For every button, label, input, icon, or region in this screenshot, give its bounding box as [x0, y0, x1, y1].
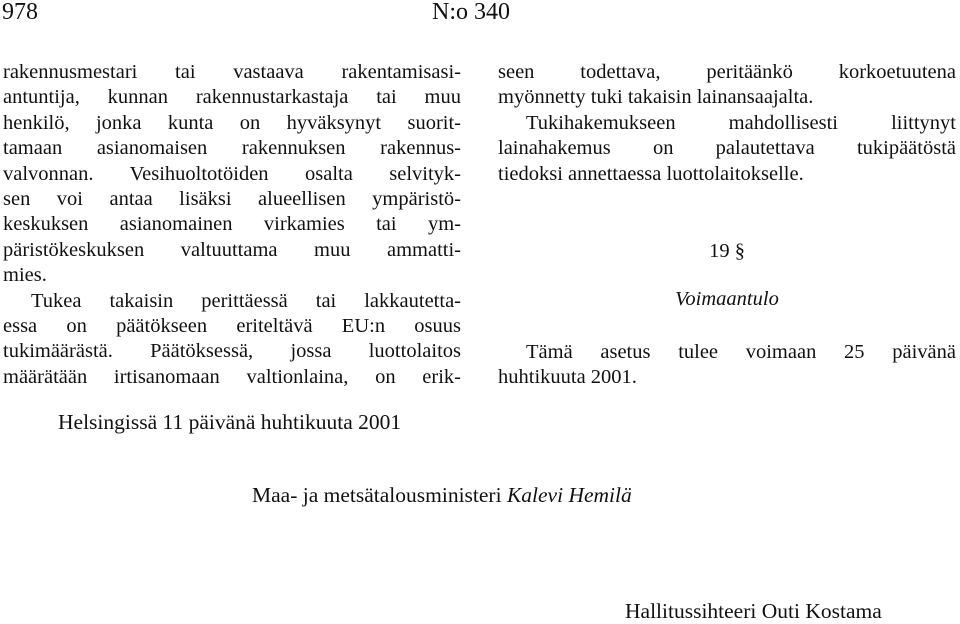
- text-line: sen voi antaa lisäksi alueellisen ympäristö-: [3, 187, 461, 210]
- text-line: päristökeskuksen valtuuttama muu ammatti-: [3, 238, 461, 261]
- page-number: 978: [2, 0, 38, 25]
- text-line: Tämä asetus tulee voimaan 25 päivänä: [526, 341, 956, 363]
- text-line: Tukihakemukseen mahdollisesti liittynyt: [526, 111, 956, 134]
- text-line: mies.: [3, 264, 47, 287]
- minister-name: Kalevi Hemilä: [506, 483, 632, 507]
- text-line: seen todettava, peritäänkö korkoetuutena: [498, 61, 956, 83]
- text-line: essa on päätökseen eriteltävä EU:n osuus: [3, 314, 461, 337]
- right-column: [498, 60, 956, 187]
- statute-number: N:o 340: [432, 0, 510, 25]
- final-provision: [498, 340, 956, 391]
- text-line: määrätään irtisanomaan valtionlaina, on erik-: [3, 365, 461, 388]
- text-line: antuntija, kunnan rakennustarkastaja tai muu: [3, 86, 461, 109]
- minister-signature: [252, 481, 632, 509]
- text-line: tiedoksi annettaessa luottolaitokselle.: [498, 162, 804, 185]
- text-line: henkilö, jonka kunta on hyväksynyt suorit-: [3, 111, 461, 134]
- text-line: valvonnan. Vesihuoltotöiden osalta selvityk-: [3, 162, 461, 185]
- text-line: huhtikuuta 2001.: [498, 366, 637, 389]
- text-line: rakennusmestari tai vastaava rakentamisasi-: [3, 61, 461, 83]
- text-line: tukimäärästä. Päätöksessä, jossa luottolaitos: [3, 340, 461, 363]
- text-line: keskuksen asianomainen virkamies tai ym-: [3, 213, 461, 236]
- text-line: lainahakemus on palautettava tukipäätöstä: [498, 137, 956, 160]
- section-title: Voimaantulo: [675, 288, 779, 310]
- text-line: Tukea takaisin perittäessä tai lakkautetta-: [31, 289, 461, 312]
- place-date: Helsingissä 11 päivänä huhtikuuta 2001: [58, 410, 402, 434]
- minister-title: Maa- ja metsätalousministeri: [252, 483, 502, 507]
- left-column: [3, 60, 461, 390]
- text-line: tamaan asianomaisen rakennuksen rakennus-: [3, 137, 461, 160]
- secretary-signature: Hallitussihteeri Outi Kostama: [625, 599, 882, 623]
- text-line: myönnetty tuki takaisin lainansaajalta.: [498, 86, 814, 109]
- section-number: 19 §: [709, 240, 745, 262]
